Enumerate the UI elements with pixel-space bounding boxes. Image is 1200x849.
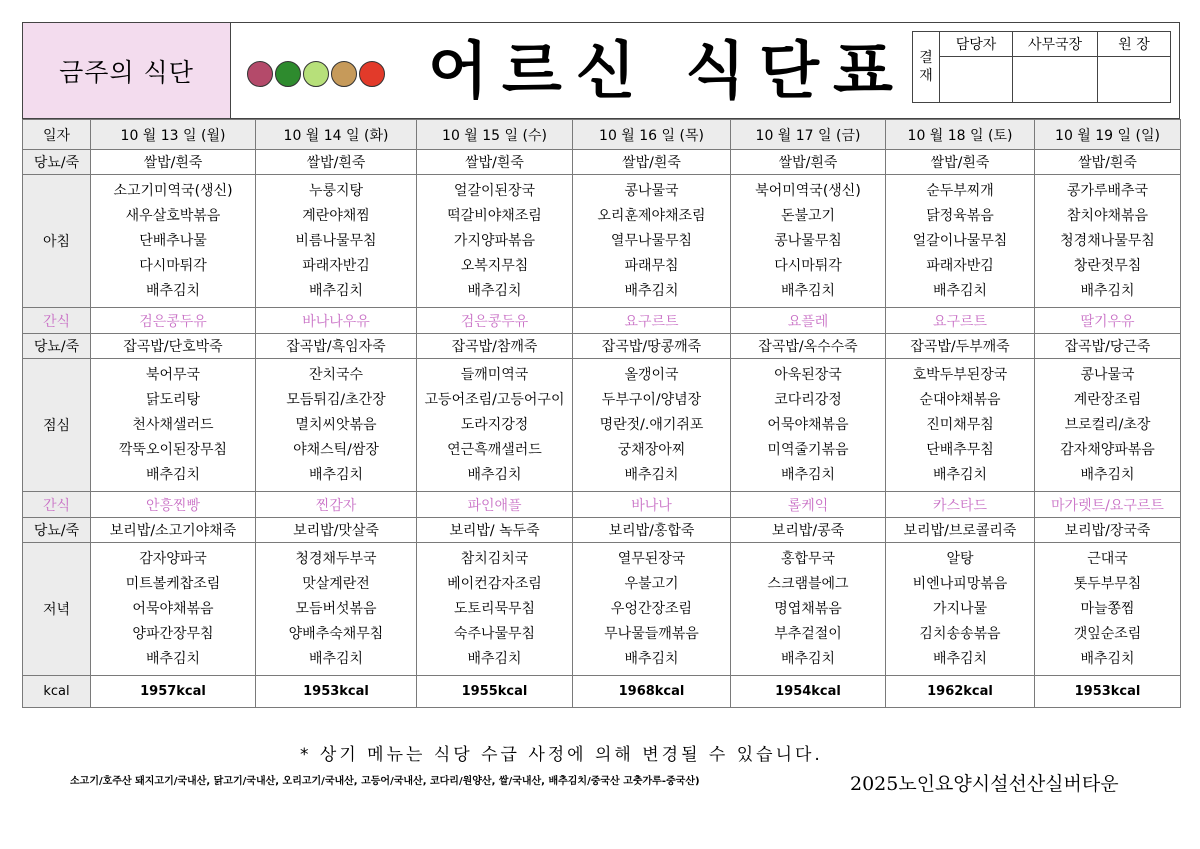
menu-item: 천사채샐러드 [132,416,214,433]
juk-cell: 보리밥/장국죽 [1035,518,1181,543]
juk-cell: 보리밥/브로콜리죽 [886,518,1035,543]
approval-side-label: 결 재 [913,32,940,103]
menu-item: 올갱이국 [624,366,679,383]
menu-item: 북어무국 [145,366,201,383]
menu-item: 콩가루배추국 [1066,182,1149,199]
menu-header [22,22,1180,119]
row-snack2 [23,492,1181,518]
menu-item: 김치송송볶음 [919,625,1001,642]
lunch-cell [256,359,417,492]
menu-item: 배추김치 [308,282,364,299]
tomato-icon [359,61,385,87]
menu-item: 홍합무국 [780,550,836,567]
menu-item: 계란야채찜 [302,207,370,224]
vegetable-illustrations [247,61,385,87]
lunch-cell [1035,359,1181,492]
row-dinner [23,543,1181,676]
juk-cell: 잡곡밥/옥수수죽 [731,334,886,359]
approval-box [912,31,1171,103]
dinner-cell [886,543,1035,676]
menu-item: 얼갈이된장국 [453,182,536,199]
snack-cell: 검은콩두유 [91,308,256,334]
menu-item: 콩나물무침 [774,232,842,249]
snack-cell: 요구르트 [886,308,1035,334]
juk-cell: 보리밥/홍합죽 [573,518,731,543]
menu-item: 배추김치 [467,650,522,667]
menu-item: 돈불고기 [780,207,836,224]
menu-item: 근대국 [1087,550,1128,567]
lunch-cell [731,359,886,492]
menu-item: 배추김치 [932,650,988,667]
menu-item: 갯잎순조림 [1073,625,1142,642]
kcal-cell: 1968kcal [573,676,731,708]
menu-item: 멸치씨앗볶음 [295,416,377,433]
juk-cell: 잡곡밥/단호박죽 [91,334,256,359]
grape-icon [247,61,273,87]
breakfast-cell [731,175,886,308]
kcal-cell: 1962kcal [886,676,1035,708]
menu-item: 두부구이/양념장 [601,391,702,408]
menu-item: 우엉간장조림 [610,600,693,617]
menu-item: 양파간장무침 [132,625,214,642]
menu-item: 부추겉절이 [774,625,842,642]
menu-item: 도라지강정 [460,416,529,433]
juk-cell: 잡곡밥/당근죽 [1035,334,1181,359]
menu-item: 계란장조림 [1073,391,1142,408]
breakfast-cell [573,175,731,308]
menu-item: 배추김치 [624,282,679,299]
row-kcal [23,676,1181,708]
juk-cell: 쌀밥/흰죽 [731,150,886,175]
breakfast-cell [1035,175,1181,308]
menu-item: 배추김치 [1080,466,1135,483]
kcal-cell: 1954kcal [731,676,886,708]
menu-item: 비엔나피망볶음 [912,575,1008,592]
menu-item: 모듬버섯볶음 [295,600,377,617]
menu-item: 호박두부된장국 [912,366,1008,383]
menu-item: 맛살계란전 [302,575,370,592]
facility-name: 2025노인요양시설선산실버타운 [850,773,1119,795]
dinner-cell [256,543,417,676]
pepper-icon [275,61,301,87]
dinner-cell [731,543,886,676]
menu-item: 배추김치 [932,466,988,483]
menu-item: 청경채나물무침 [1060,232,1155,249]
menu-item: 오리훈제야채조림 [597,207,706,224]
row-label: 간식 [23,492,91,518]
menu-item: 브로컬리/초장 [1064,416,1151,433]
menu-item: 연근흑깨샐러드 [447,441,542,458]
menu-item: 고등어조림/고등어구이 [424,391,565,408]
menu-item: 떡갈비야채조림 [447,207,542,224]
menu-item: 배추김치 [467,466,522,483]
menu-item: 톳두부무침 [1073,575,1142,592]
menu-item: 베이컨감자조림 [447,575,542,592]
menu-item: 열무나물무침 [610,232,693,249]
juk-cell: 보리밥/콩죽 [731,518,886,543]
dinner-cell [1035,543,1181,676]
menu-item: 배추김치 [780,466,836,483]
row-lunch [23,359,1181,492]
menu-item: 배추김치 [308,466,364,483]
menu-item: 배추김치 [780,282,836,299]
row-label: 저녁 [23,543,91,676]
date-cell: 10 월 14 일 (화) [256,120,417,150]
menu-item: 참치야채볶음 [1066,207,1149,224]
juk-cell: 쌀밥/흰죽 [417,150,573,175]
breakfast-cell [256,175,417,308]
snack-cell: 요플레 [731,308,886,334]
juk-cell: 쌀밥/흰죽 [886,150,1035,175]
menu-item: 우불고기 [624,575,679,592]
row-snack1 [23,308,1181,334]
juk-cell: 쌀밥/흰죽 [1035,150,1181,175]
lunch-cell [886,359,1035,492]
menu-item: 숙주나물무침 [453,625,536,642]
kcal-cell: 1955kcal [417,676,573,708]
row-label: 간식 [23,308,91,334]
weekly-menu-table [22,119,1181,708]
menu-item: 도토리묵무침 [453,600,536,617]
menu-item: 파래자반김 [302,257,370,274]
juk-cell: 잡곡밥/두부깨죽 [886,334,1035,359]
menu-item: 다시마튀각 [139,257,207,274]
menu-item: 단배추무침 [926,441,994,458]
row-label: 당뇨/죽 [23,518,91,543]
notice-text: * 상기 메뉴는 식당 수급 사정에 의해 변경될 수 있습니다. [300,745,823,765]
menu-item: 순대야채볶음 [919,391,1001,408]
menu-item: 배추김치 [1080,650,1135,667]
kcal-cell: 1953kcal [1035,676,1181,708]
menu-item: 잔치국수 [308,366,364,383]
approval-role: 담당자 [940,32,1013,57]
snack-cell: 롤케익 [731,492,886,518]
snack-cell: 딸기우유 [1035,308,1181,334]
date-cell: 10 월 15 일 (수) [417,120,573,150]
kcal-cell: 1957kcal [91,676,256,708]
menu-item: 콩나물국 [624,182,679,199]
breakfast-cell [417,175,573,308]
menu-item: 깍뚝오이된장무침 [118,441,228,458]
kcal-cell: 1953kcal [256,676,417,708]
menu-item: 미역줄기볶음 [767,441,849,458]
row-label: 아침 [23,175,91,308]
menu-item: 스크램블에그 [767,575,849,592]
menu-item: 다시마튀각 [774,257,842,274]
date-cell: 10 월 16 일 (목) [573,120,731,150]
juk-cell: 쌀밥/흰죽 [573,150,731,175]
menu-item: 참치김치국 [460,550,529,567]
menu-item: 순두부찌개 [926,182,994,199]
cabbage-icon [303,61,329,87]
juk-cell: 잡곡밥/참깨죽 [417,334,573,359]
snack-cell: 바나나우유 [256,308,417,334]
row-label: 점심 [23,359,91,492]
week-label: 금주의 식단 [23,23,231,118]
approval-sign-cell [1013,57,1098,103]
approval-sign-cell [1098,57,1171,103]
menu-item: 진미채무침 [926,416,994,433]
menu-item: 창란젓무침 [1073,257,1142,274]
menu-item: 가지양파볶음 [453,232,536,249]
menu-item: 명란젓/.애기쥐포 [599,416,704,433]
menu-item: 들깨미역국 [460,366,529,383]
menu-item: 누룽지탕 [308,182,364,199]
row-juk3 [23,518,1181,543]
snack-cell: 마가렛트/요구르트 [1035,492,1181,518]
juk-cell: 쌀밥/흰죽 [256,150,417,175]
date-cell: 10 월 18 일 (토) [886,120,1035,150]
approval-role: 원 장 [1098,32,1171,57]
menu-item: 궁채장아찌 [617,441,686,458]
menu-item: 배추김치 [624,650,679,667]
juk-cell: 보리밥/소고기야채죽 [91,518,256,543]
menu-item: 명엽채볶음 [774,600,842,617]
snack-cell: 검은콩두유 [417,308,573,334]
approval-sign-cell [940,57,1013,103]
menu-item: 배추김치 [145,466,201,483]
dinner-cell [91,543,256,676]
menu-item: 코다리강정 [774,391,842,408]
menu-item: 감자양파국 [139,550,207,567]
date-cell: 10 월 17 일 (금) [731,120,886,150]
juk-cell: 보리밥/맛살죽 [256,518,417,543]
menu-item: 야채스틱/쌈장 [293,441,379,458]
menu-item: 배추김치 [145,650,201,667]
menu-item: 배추김치 [780,650,836,667]
snack-cell: 바나나 [573,492,731,518]
menu-item: 어묵야채볶음 [132,600,214,617]
snack-cell: 파인애플 [417,492,573,518]
menu-item: 무나물들깨볶음 [604,625,699,642]
menu-item: 감자채양파볶음 [1060,441,1155,458]
row-breakfast [23,175,1181,308]
menu-item: 모듬튀김/초간장 [286,391,386,408]
row-juk1 [23,150,1181,175]
menu-item: 소고기미역국(생신) [113,182,233,199]
menu-item: 오복지무침 [460,257,529,274]
menu-item: 파래자반김 [926,257,994,274]
menu-item: 단배추나물 [139,232,207,249]
menu-item: 새우살호박볶음 [125,207,221,224]
dinner-cell [417,543,573,676]
menu-item: 어묵야채볶음 [767,416,849,433]
juk-cell: 잡곡밥/흑임자죽 [256,334,417,359]
menu-item: 배추김치 [932,282,988,299]
menu-item: 마늘쫑찜 [1080,600,1135,617]
dinner-cell [573,543,731,676]
menu-item: 닭도리탕 [145,391,201,408]
menu-item: 콩나물국 [1080,366,1135,383]
lunch-cell [91,359,256,492]
juk-cell: 보리밥/ 녹두죽 [417,518,573,543]
snack-cell: 안흥찐빵 [91,492,256,518]
menu-item: 파래무침 [624,257,679,274]
menu-item: 가지나물 [932,600,988,617]
lunch-cell [573,359,731,492]
page-title: 어르신 식단표 [428,34,907,107]
date-cell: 10 월 19 일 (일) [1035,120,1181,150]
menu-item: 알탕 [946,550,974,567]
menu-item: 열무된장국 [617,550,686,567]
row-label: 일자 [23,120,91,150]
lunch-cell [417,359,573,492]
approval-role: 사무국장 [1013,32,1098,57]
snack-cell: 요구르트 [573,308,731,334]
menu-item: 북어미역국(생신) [755,182,861,199]
row-juk2 [23,334,1181,359]
row-label: 당뇨/죽 [23,150,91,175]
menu-item: 얼갈이나물무침 [912,232,1008,249]
snack-cell: 카스타드 [886,492,1035,518]
snack-cell: 찐감자 [256,492,417,518]
menu-item: 배추김치 [467,282,522,299]
juk-cell: 쌀밥/흰죽 [91,150,256,175]
menu-item: 양배추숙채무침 [288,625,384,642]
breakfast-cell [91,175,256,308]
row-label: kcal [23,676,91,708]
menu-item: 배추김치 [308,650,364,667]
menu-item: 청경채두부국 [295,550,377,567]
menu-item: 아욱된장국 [774,366,842,383]
row-date [23,120,1181,150]
row-label: 당뇨/죽 [23,334,91,359]
breakfast-cell [886,175,1035,308]
menu-item: 배추김치 [624,466,679,483]
menu-item: 비름나물무침 [295,232,377,249]
menu-item: 미트볼케찹조림 [125,575,221,592]
juk-cell: 잡곡밥/땅콩깨죽 [573,334,731,359]
menu-item: 닭정육볶음 [926,207,994,224]
menu-item: 배추김치 [1080,282,1135,299]
potato-icon [331,61,357,87]
menu-item: 배추김치 [145,282,201,299]
date-cell: 10 월 13 일 (월) [91,120,256,150]
origin-info: 소고기/호주산 돼지고기/국내산, 닭고기/국내산, 오리고기/국내산, 고등어/국내산, 코다리/원양산, 쌀/국내산, 배추김치/중국산 고춧가루-중국산) [70,776,700,787]
